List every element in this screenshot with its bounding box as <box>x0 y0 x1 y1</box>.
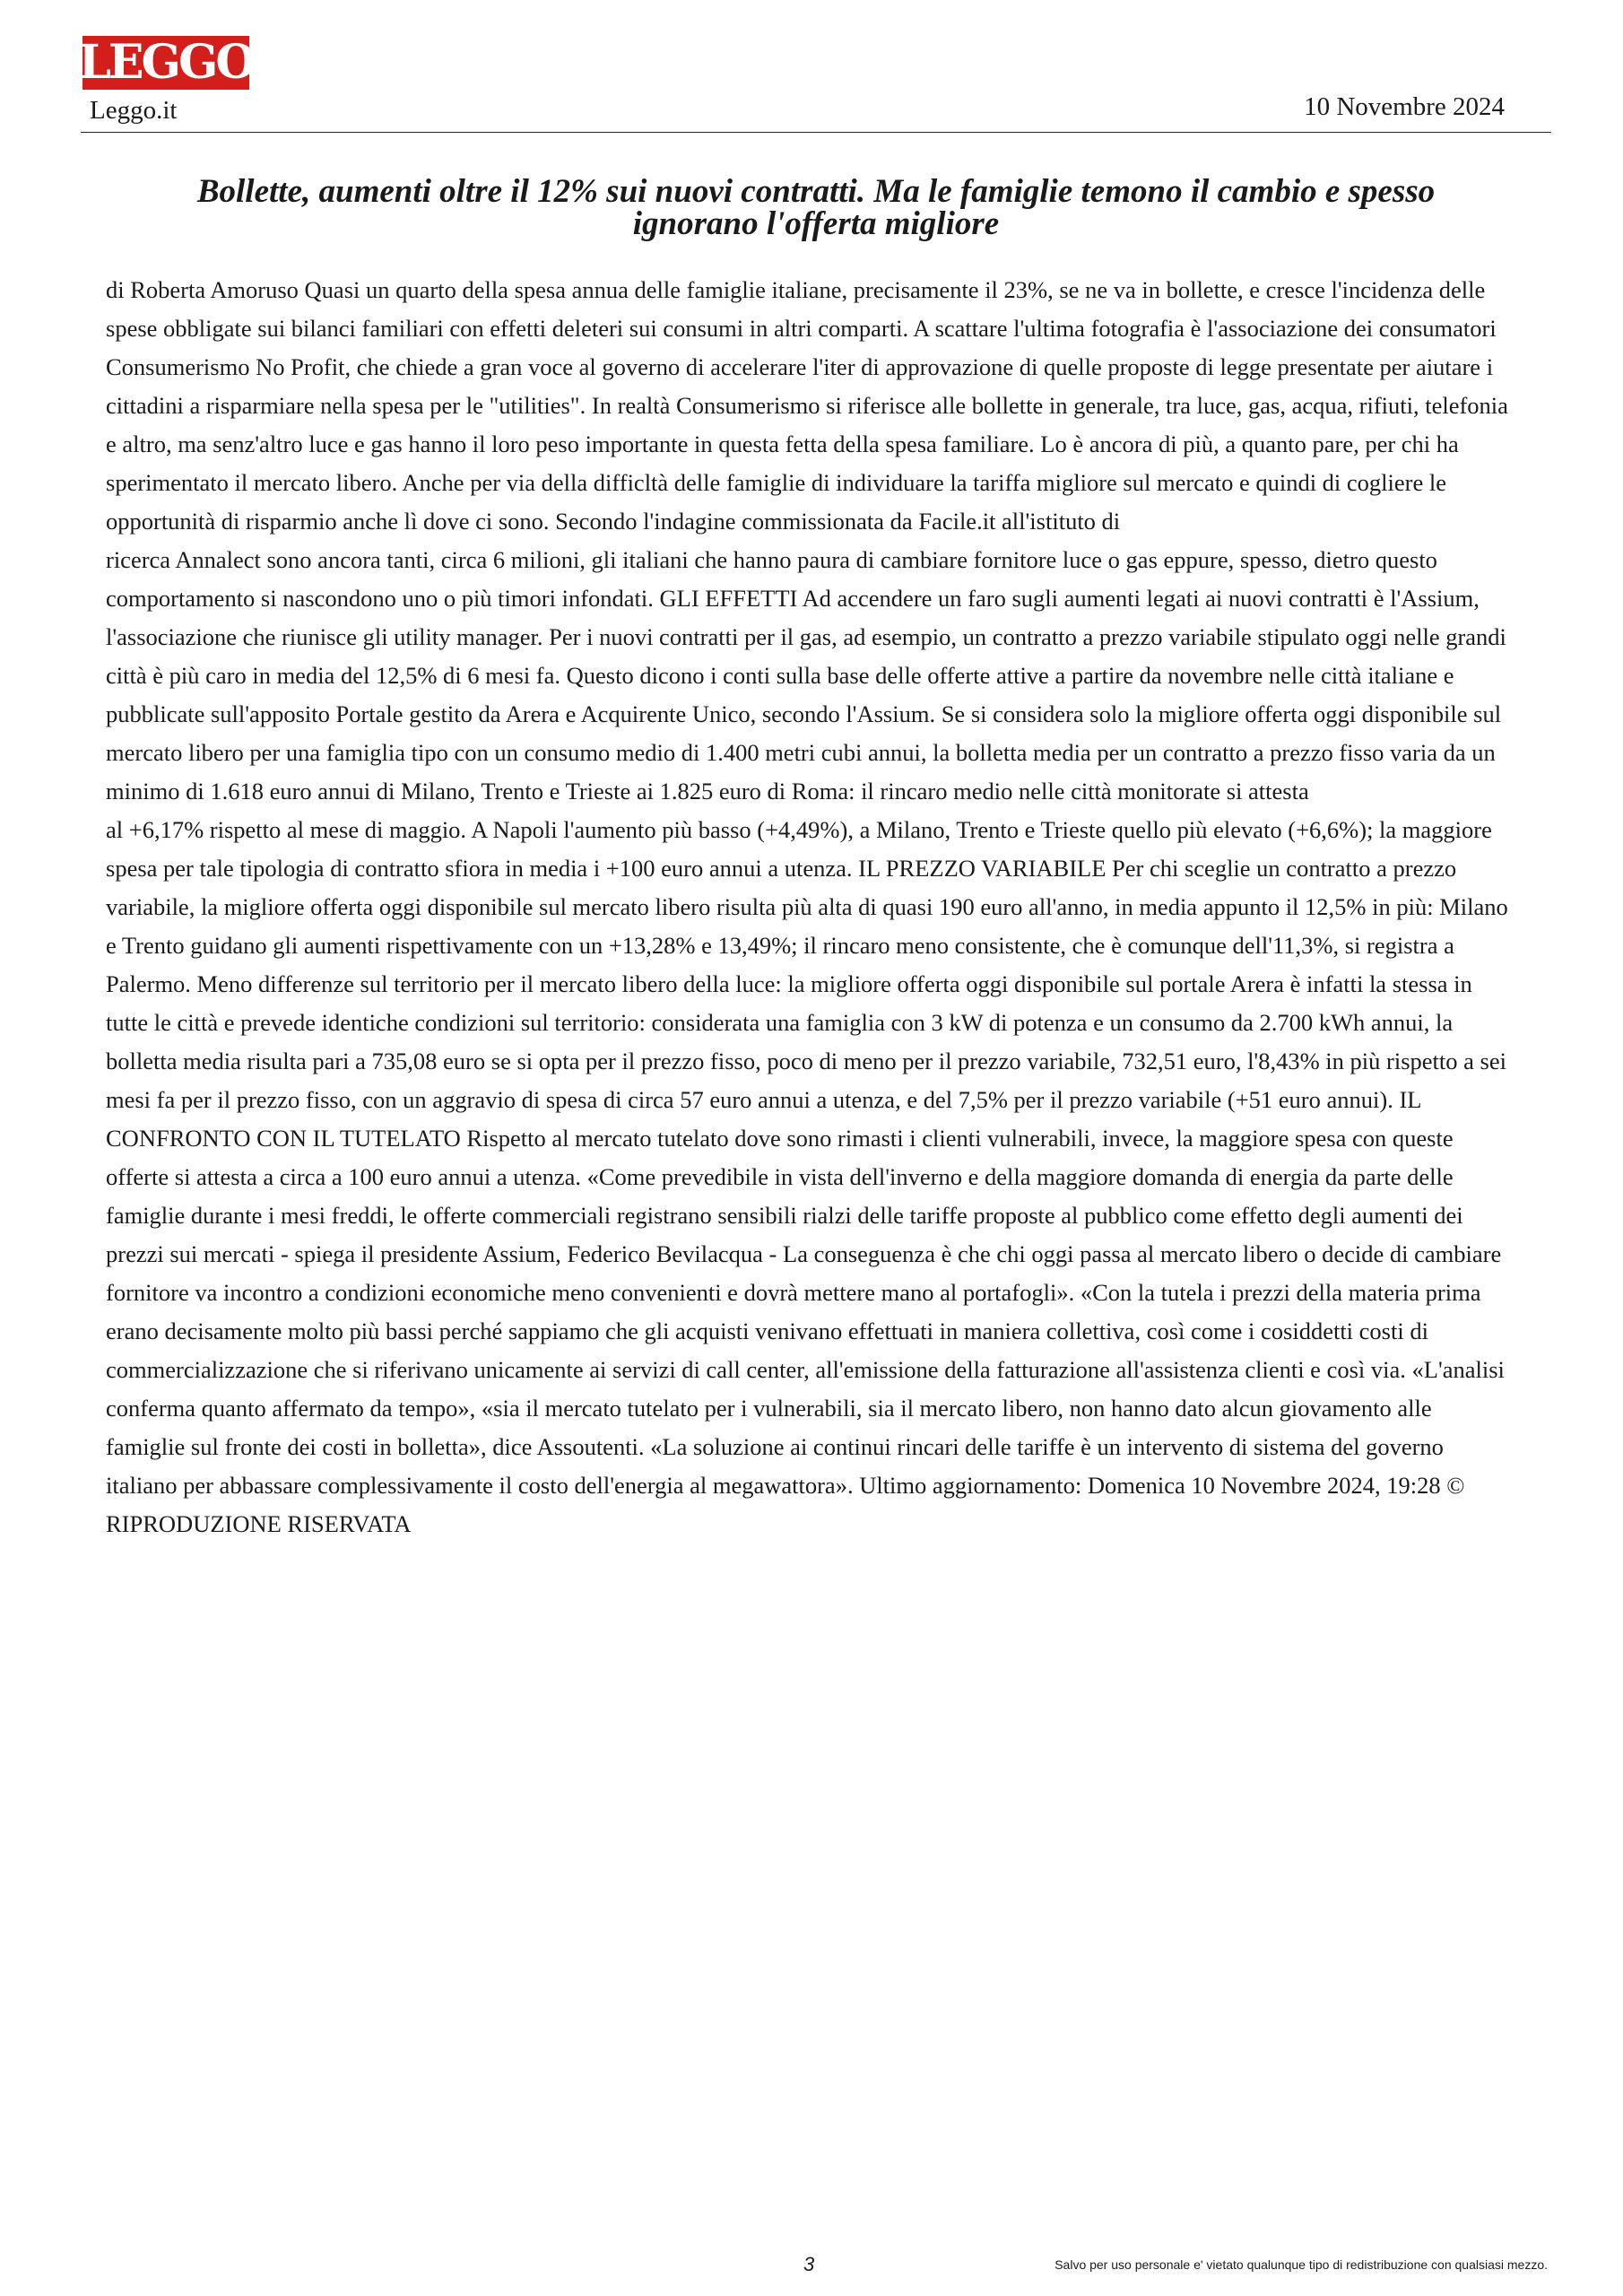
logo-text: LEGGO <box>78 35 254 90</box>
site-name: Leggo.it <box>90 96 178 125</box>
header-divider <box>81 132 1551 133</box>
page-header <box>78 35 1551 133</box>
page-number: 3 <box>803 2253 815 2275</box>
article-body <box>106 271 1515 1544</box>
article-text-part-1: di Roberta Amoruso Quasi un quarto della spesa annua delle famiglie italiane, precisamente il 23%, se ne va in bollette, e cresce l'incidenza delle spese obbligate sui bilanci familiari con effetti deleteri sui consumi in altri comparti. A scattare l'ultima fotografia è l'associazione dei consumatori Consumerismo No Profit, che chiede a gran voce al governo di accelerare l'iter di approvazione di quelle proposte di legge presentate per aiutare i cittadini a risparmiare nella spesa per le "utilities". In realtà Consumerismo si riferisce alle bollette in generale, tra luce, gas, acqua, rifiuti, telefonia e altro, ma senz'altro luce e gas hanno il loro peso importante in questa fetta della spesa familiare. Lo è ancora di più, a quanto pare, per chi ha sperimentato il mercato libero. Anche per via della difficltà delle famiglie di individuare la tariffa migliore sul mercato e quindi di cogliere le opportunità di risparmio anche lì dove ci sono. Secondo l'indagine commissionata da Facile.it all'istituto di <box>106 276 1508 535</box>
article-text-part-2: ricerca Annalect sono ancora tanti, circa 6 milioni, gli italiani che hanno paura di cambiare fornitore luce o gas eppure, spesso, dietro questo comportamento si nascondono uno o più timori infondati. GLI EFFETTI Ad accendere un faro sugli aumenti legati ai nuovi contratti è l'Assium, l'associazione che riunisce gli utility manager. Per i nuovi contratti per il gas, ad esempio, un contratto a prezzo variabile stipulato oggi nelle grandi città è più caro in media del 12,5% di 6 mesi fa. Questo dicono i conti sulla base delle offerte attive a partire da novembre nelle città italiane e pubblicate sull'apposito Portale gestito da Arera e Acquirente Unico, secondo l'Assium. Se si considera solo la migliore offerta oggi disponibile sul mercato libero per una famiglia tipo con un consumo medio di 1.400 metri cubi annui, la bolletta media per un contratto a prezzo fisso varia da un minimo di 1.618 euro annui di Milano, Trento e Trieste ai 1.825 euro di Roma: il rincaro medio nelle città monitorate si attesta <box>106 546 1506 804</box>
leggo-logo <box>78 35 254 90</box>
article-text-part-3: al +6,17% rispetto al mese di maggio. A Napoli l'aumento più basso (+4,49%), a Milano, Trento e Trieste quello più elevato (+6,6%); la maggiore spesa per tale tipologia di contratto sfiora in media i +100 euro annui a utenza. IL PREZZO VARIABILE Per chi sceglie un contratto a prezzo variabile, la migliore offerta oggi disponibile sul mercato libero risulta più alta di quasi 190 euro all'anno, in media appunto il 12,5% in più: Milano e Trento guidano gli aumenti rispettivamente con un +13,28% e 13,49%; il rincaro meno consistente, che è comunque dell'11,3%, si registra a Palermo. Meno differenze sul territorio per il mercato libero della luce: la migliore offerta oggi disponibile sul portale Arera è infatti la stessa in tutte le città e prevede identiche condizioni sul territorio: considerata una famiglia con 3 kW di potenza e un consumo da 2.700 kWh annui, la bolletta media risulta pari a 735,08 euro se si opta per il prezzo fisso, poco di meno per il prezzo variabile, 732,51 euro, l'8,43% in più rispetto a sei mesi fa per il prezzo fisso, con un aggravio di spesa di circa 57 euro annui a utenza, e del 7,5% per il prezzo variabile (+51 euro annui). IL CONFRONTO CON IL TUTELATO Rispetto al mercato tutelato dove sono rimasti i clienti vulnerabili, invece, la maggiore spesa con queste offerte si attesta a circa a 100 euro annui a utenza. «Come prevedibile in vista dell'inverno e della maggiore domanda di energia da parte delle famiglie durante i mesi freddi, le offerte commerciali registrano sensibili rialzi delle tariffe proposte al pubblico come effetto degli aumenti dei prezzi sui mercati - spiega il presidente Assium, Federico Bevilacqua - La conseguenza è che chi oggi passa al mercato libero o decide di cambiare fornitore va incontro a condizioni economiche meno convenienti e dovrà mettere mano al portafogli». «Con la tutela i prezzi della materia prima erano decisamente molto più bassi perché sappiamo che gli acquisti venivano effettuati in maniera collettiva, così come i cosiddetti costi di commercializzazione che si riferivano unicamente ai servizi di call center, all'emissione della fatturazione all'assistenza clienti e così via. «L'analisi conferma quanto affermato da tempo», «sia il mercato tutelato per i vulnerabili, sia il mercato libero, non hanno dato alcun giovamento alle famiglie sul fronte dei costi in bolletta», dice Assoutenti. «La soluzione ai continui rincari delle tariffe è un intervento di sistema del governo italiano per abbassare complessivamente il costo dell'energia al megawattora». Ultimo aggiornamento: Domenica 10 Novembre 2024, 19:28 © RIPRODUZIONE RISERVATA <box>106 816 1508 1537</box>
article-title: Bollette, aumenti oltre il 12% sui nuovi contratti. Ma le famiglie temono il cambio e spesso ignorano l'offerta migliore <box>196 173 1436 242</box>
copyright-notice: Salvo per uso personale e' vietato qualunque tipo di redistribuzione con qualsiasi mezzo. <box>1055 2257 1548 2272</box>
publication-date: 10 Novembre 2024 <box>1304 92 1505 121</box>
